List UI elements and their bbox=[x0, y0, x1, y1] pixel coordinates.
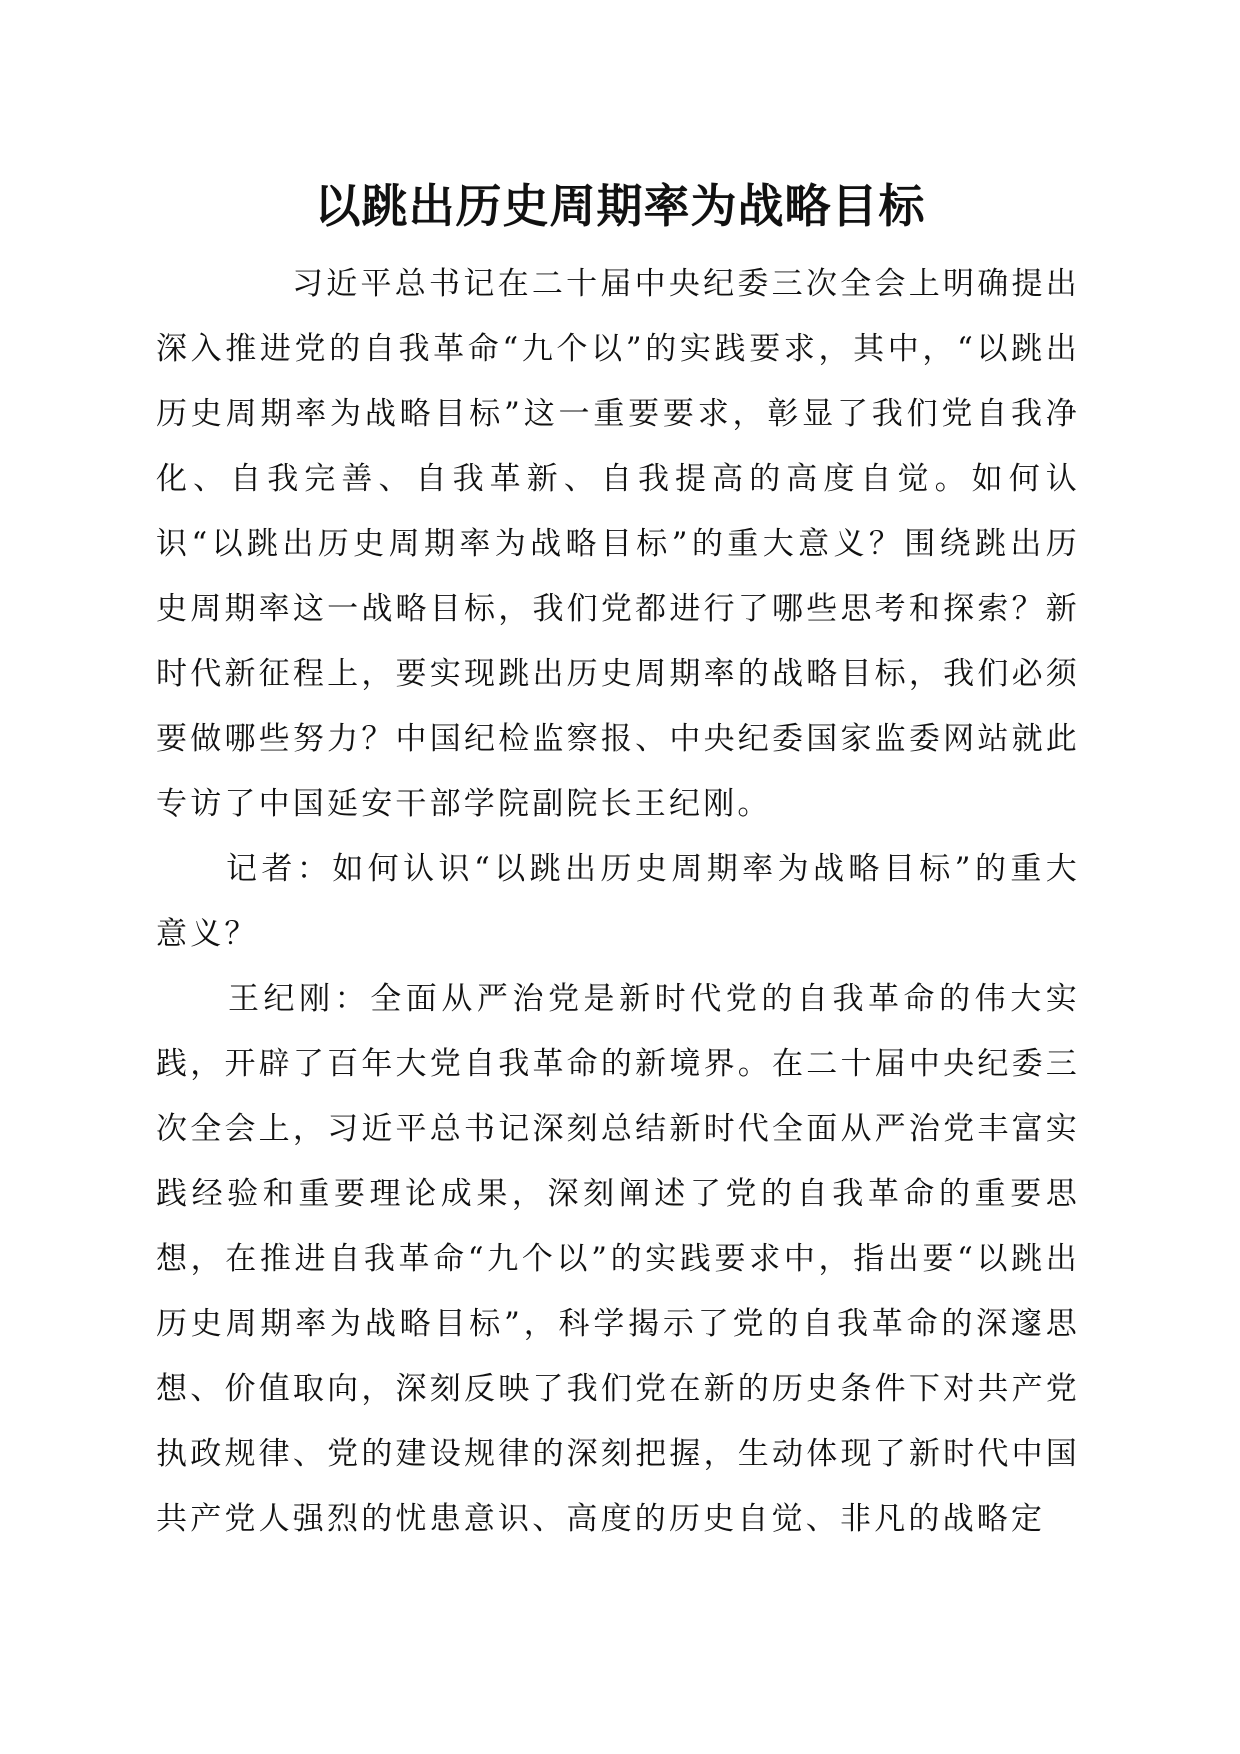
intro-paragraph: 习近平总书记在二十届中央纪委三次全会上明确提出深入推进党的自我革命“九个以”的实践要求，其中，“以跳出历史周期率为战略目标”这一重要要求，彰显了我们党自我净化、自我完善、自我革新、自我提高的高度自觉。如何认识“以跳出历史周期率为战略目标”的重大意义？围绕跳出历史周期率这一战略目标，我们党都进行了哪些思考和探索？新时代新征程上，要实现跳出历史周期率的战略目标，我们必须要做哪些努力？中国纪检监察报、中央纪委国家监委网站就此专访了中国延安干部学院副院长王纪刚。 bbox=[156, 266, 1080, 822]
interviewee-answer-paragraph: 王纪刚：全面从严治党是新时代党的自我革命的伟大实践，开辟了百年大党自我革命的新境界。在二十届中央纪委三次全会上，习近平总书记深刻总结新时代全面从严治党丰富实践经验和重要理论成果，深刻阐述了党的自我革命的重要思想，在推进自我革命“九个以”的实践要求中，指出要“以跳出历史周期率为战略目标”，科学揭示了党的自我革命的深邃思想、价值取向，深刻反映了我们党在新的历史条件下对共产党执政规律、党的建设规律的深刻把握，生动体现了新时代中国共产党人强烈的忧患意识、高度的历史自觉、非凡的战略定 bbox=[156, 981, 1080, 1537]
document-title: 以跳出历史周期率为战略目标 bbox=[314, 179, 926, 233]
document-body bbox=[156, 252, 1080, 1552]
reporter-question-paragraph: 记者：如何认识“以跳出历史周期率为战略目标”的重大意义？ bbox=[156, 851, 1080, 952]
